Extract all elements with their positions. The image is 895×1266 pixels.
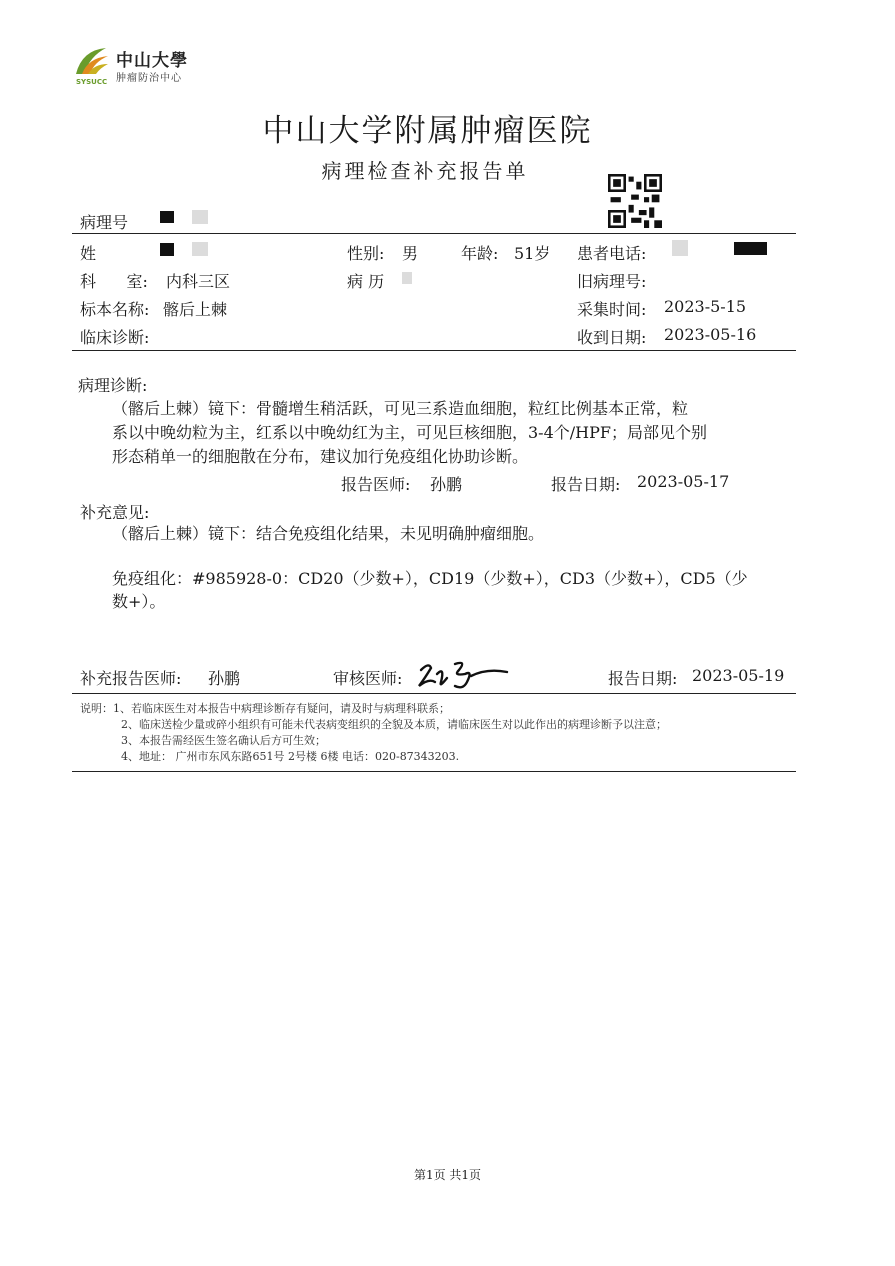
redaction-mask xyxy=(160,211,174,223)
clinical-diagnosis-label: 临床诊断: xyxy=(80,328,150,347)
pathology-no-label: 病理号 xyxy=(80,213,129,232)
age-label: 年龄: xyxy=(461,244,499,263)
logo-tag: SYSUCC xyxy=(76,78,108,86)
diagnosis-label: 病理诊断: xyxy=(78,376,148,395)
receive-date-value: 2023-05-16 xyxy=(664,325,757,344)
receive-date-label: 收到日期: xyxy=(577,328,647,347)
supplement-label: 补充意见: xyxy=(80,503,150,522)
info-divider xyxy=(72,350,796,351)
redaction-mask xyxy=(160,243,174,256)
supplement-line-1: （髂后上棘）镜下：结合免疫组化结果，未见明确肿瘤细胞。 xyxy=(112,524,545,543)
age-value: 51岁 xyxy=(514,244,551,263)
phone-label: 患者电话: xyxy=(577,244,647,263)
final-date-label: 报告日期: xyxy=(608,669,678,688)
report-date-value: 2023-05-17 xyxy=(637,472,730,491)
redaction-mask xyxy=(672,240,688,256)
hospital-logo xyxy=(72,44,202,94)
report-doctor-label: 报告医师: xyxy=(341,475,411,494)
dept-value: 内科三区 xyxy=(166,272,231,291)
supp-doctor-value: 孙鹏 xyxy=(208,669,241,688)
logo-name: 中山大學 xyxy=(116,51,188,71)
redaction-mask xyxy=(192,210,208,224)
hospital-title: 中山大学附属肿瘤医院 xyxy=(262,113,593,149)
ihc-line-2: 数+）。 xyxy=(112,592,166,611)
gender-label: 性别: xyxy=(347,244,385,263)
logo-subtitle: 肿瘤防治中心 xyxy=(116,73,182,84)
diagnosis-line-1: （髂后上棘）镜下：骨髓增生稍活跃，可见三系造血细胞，粒红比例基本正常，粒 xyxy=(112,399,689,418)
notes-divider xyxy=(72,771,796,772)
report-doctor-value: 孙鹏 xyxy=(430,475,463,494)
redaction-mask xyxy=(192,242,208,256)
ihc-line-1: 免疫组化：#985928-0：CD20（少数+），CD19（少数+），CD3（少数+），CD5（少 xyxy=(112,569,748,588)
specimen-label: 标本名称: xyxy=(80,300,150,319)
redaction-mask xyxy=(734,242,767,255)
page-number: 第1页 共1页 xyxy=(413,1168,482,1182)
note-line-3: 3、本报告需经医生签名确认后方可生效； xyxy=(121,734,326,747)
redaction-mask xyxy=(402,272,412,284)
specimen-value: 髂后上棘 xyxy=(163,300,228,319)
qr-code-icon xyxy=(608,174,662,228)
report-title: 病理检查补充报告单 xyxy=(321,159,529,183)
diagnosis-line-2: 系以中晚幼粒为主，红系以中晚幼红为主，可见巨核细胞，3-4个/HPF；局部见个别 xyxy=(112,423,707,442)
note-line-4: 4、地址： 广州市东风东路651号 2号楼 6楼 电话：020-87343203. xyxy=(121,750,460,763)
old-pathology-label: 旧病理号: xyxy=(577,272,647,291)
record-label: 病 历 xyxy=(347,272,385,291)
collect-time-value: 2023-5-15 xyxy=(664,297,747,316)
gender-value: 男 xyxy=(402,244,419,263)
note-line-1: 说明：1、若临床医生对本报告中病理诊断存有疑问，请及时与病理科联系； xyxy=(80,702,450,715)
report-date-label: 报告日期: xyxy=(551,475,621,494)
reviewer-signature-icon xyxy=(415,656,510,692)
reviewer-label: 审核医师: xyxy=(333,669,403,688)
final-date-value: 2023-05-19 xyxy=(692,666,785,685)
supp-doctor-label: 补充报告医师: xyxy=(80,669,182,688)
note-line-2: 2、临床送检少量或碎小组织有可能未代表病变组织的全貌及本质，请临床医生对以此作出的病理诊断予以注意； xyxy=(121,718,667,731)
sign-divider xyxy=(72,693,796,694)
dept-label: 科 室: xyxy=(80,272,148,291)
name-label: 姓 xyxy=(80,244,97,263)
diagnosis-line-3: 形态稍单一的细胞散在分布，建议加行免疫组化协助诊断。 xyxy=(112,447,529,466)
header-divider xyxy=(72,233,796,234)
collect-time-label: 采集时间: xyxy=(577,300,647,319)
